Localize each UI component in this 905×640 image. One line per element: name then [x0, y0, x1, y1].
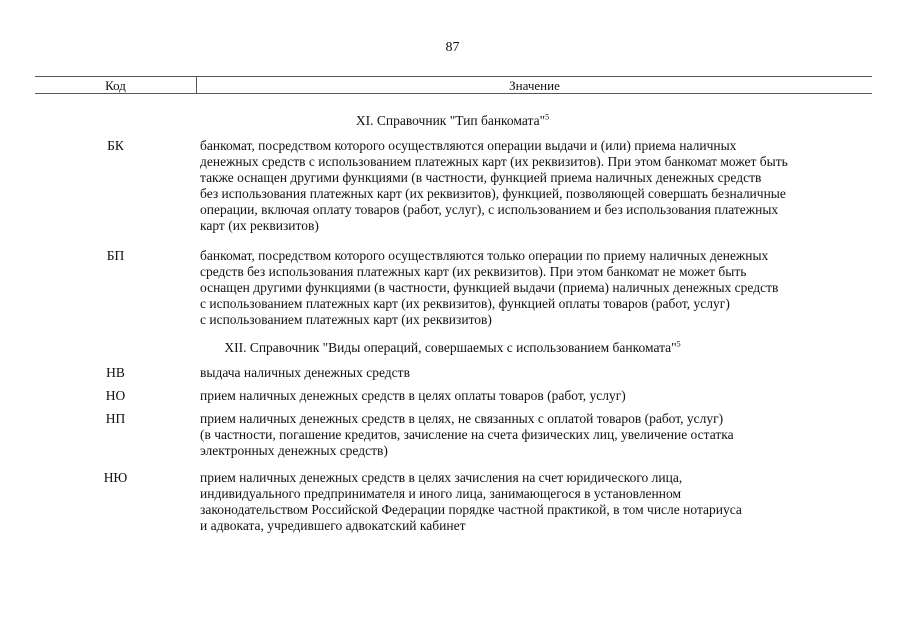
value-line: с использованием платежных карт (их реквизитов)	[200, 312, 492, 327]
value-line: без использования платежных карт (их реквизитов), функцией, позволяющей совершать безналичные	[200, 186, 786, 201]
value-line: и адвоката, учредившего адвокатский кабинет	[200, 518, 466, 533]
value-line: средств без использования платежных карт (их реквизитов). При этом банкомат не может быть	[200, 264, 747, 279]
row-value	[200, 470, 872, 534]
value-line: оснащен другими функциями (в частности, функцией выдачи (приема) наличных денежных средств	[200, 280, 779, 295]
row-code: НВ	[106, 365, 125, 380]
page-number: 87	[445, 40, 460, 55]
value-line: с использованием платежных карт (их реквизитов), функцией оплаты товаров (работ, услуг)	[200, 296, 730, 311]
section-title-text: XI. Справочник "Тип банкомата"	[355, 113, 546, 128]
row-value	[200, 138, 872, 234]
value-line: выдача наличных денежных средств	[200, 365, 410, 380]
section-title	[0, 340, 905, 356]
section-title-text: XII. Справочник "Виды операций, совершаемых с использованием банкомата"	[224, 340, 677, 355]
footnote-marker: 5	[545, 112, 550, 122]
row-value	[200, 411, 872, 459]
value-line: индивидуального предпринимателя и иного лица, занимающегося в установленном	[200, 486, 682, 501]
column-header-code: Код	[35, 77, 197, 93]
column-header-value: Значение	[509, 78, 560, 93]
row-value	[200, 388, 872, 404]
row-code: БК	[107, 138, 124, 153]
row-code: НЮ	[103, 470, 128, 485]
value-line: денежных средств с использованием платежных карт (их реквизитов). При этом банкомат может быть	[200, 154, 788, 169]
value-line: прием наличных денежных средств в целях оплаты товаров (работ, услуг)	[200, 388, 626, 403]
row-code: НП	[105, 411, 126, 426]
value-line: также оснащен другими функциями (в частности, функцией приема наличных денежных средств	[200, 170, 762, 185]
value-line: прием наличных денежных средств в целях зачисления на счет юридического лица,	[200, 470, 683, 485]
row-code: БП	[106, 248, 125, 263]
value-line: банкомат, посредством которого осуществляются операции выдачи и (или) приема наличных	[200, 138, 737, 153]
row-value	[200, 248, 872, 328]
value-line: банкомат, посредством которого осуществляются только операции по приему наличных денежных	[200, 248, 769, 263]
value-line: карт (их реквизитов)	[200, 218, 319, 233]
section-title	[0, 113, 905, 129]
footnote-marker: 5	[676, 339, 681, 349]
value-line: законодательством Российской Федерации порядке частной практикой, в том числе нотариуса	[200, 502, 742, 517]
row-value	[200, 365, 872, 381]
row-code: НО	[105, 388, 126, 403]
value-line: электронных денежных средств)	[200, 443, 388, 458]
value-line: (в частности, погашение кредитов, зачисление на счета физических лиц, увеличение остатка	[200, 427, 734, 442]
value-line: операции, включая оплату товаров (работ, услуг), с использованием и без использования платежных	[200, 202, 779, 217]
table-header	[35, 76, 872, 94]
value-line: прием наличных денежных средств в целях, не связанных с оплатой товаров (работ, услуг)	[200, 411, 724, 426]
